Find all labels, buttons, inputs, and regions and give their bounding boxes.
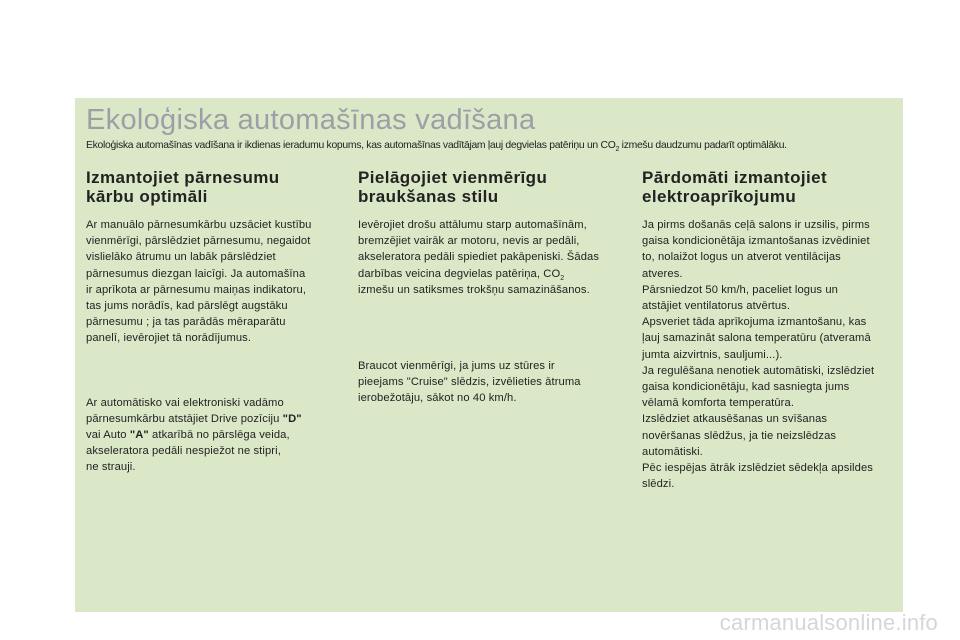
electrical-paragraph: Ja pirms došanās ceļā salons ir uzsilis, pirms gaisa kondicionētāja izmantošanas izvēdiniet to, nolaižot logus un atverot ventilācijas atveres. Pārsniedzot 50 km/h, paceliet logus un atstājiet ventilatorus atvērtus. Apsveriet tāda aprīkojuma izmantošanu, kas ļauj samazināt salona temperatūru (atveramā jumta aizvirtnis, sauljumi...). Ja regulēšana nenotiek automātiski, izslēdziet gaisa kondicionētāju, kad sasniegta jums vēlamā komforta temperatūra. Izslēdziet atkausēšanas un svīšanas novēršanas slēdžus, ja tie neizslēdzas automātiski. Pēc iespējas ātrāk izslēdziet sēdekļa apsildes slēdzi. — [642, 219, 875, 491]
section-driving-style — [358, 168, 616, 407]
section-gearbox — [86, 168, 344, 476]
section-electrical — [642, 168, 900, 492]
cruise-paragraph: Braucot vienmērīgi, ja jums uz stūres ir pieejams "Cruise" slēdzis, izvēlieties ātruma ierobežotāju, sākot no 40 km/h. — [358, 360, 581, 405]
section-heading: Izmantojiet pārnesumu kārbu optimāli — [86, 168, 280, 206]
section-heading: Pielāgojiet vienmērīgu braukšanas stilu — [358, 168, 548, 206]
gearbox-automatic-paragraph: Ar automātisko vai elektroniski vadāmo pārnesumkārbu atstājiet Drive pozīciju "D" vai Auto "A" atkarībā no pārslēga veida, akseleratora pedāli nespiežot ne stipri, ne strauji. — [86, 396, 302, 474]
driving-style-paragraph: Ievērojiet drošu attālumu starp automašīnām, bremzējiet vairāk ar motoru, nevis ar pedāli, akseleratora pedāli spiediet pakāpeniski. Šādas darbības veicina degvielas patēriņa, $CO_2$ izmešu un satiksmes trokšņu samazināšanos. — [358, 219, 600, 296]
gearbox-manual-paragraph: Ar manuālo pārnesumkārbu uzsāciet kustību vienmērīgi, pārslēdziet pārnesumu, negaidot vislielāko ātrumu un labāk pārslēdziet pārnesumus diezgan laicīgi. Ja automašīna ir aprīkota ar pārnesumu maiņas indikatoru, tas jums norādīs, kad pārslēgt augstāku pārnesumu ; ja tas parādās mēraparātu panelī, ievērojiet tā norādījumus. — [86, 219, 312, 345]
page-subtitle: Ekoloģiska automašīnas vadīšana ir ikdienas ieradumu kopums, kas automašīnas vadītājam ļauj degvielas patēriņu un $CO_2$ izmešu daudzumu padarīt optimālāku. — [86, 140, 787, 154]
watermark-text: carmanualsonline.info — [719, 610, 938, 635]
page-title: Ekoloģiska automašīnas vadīšana — [86, 104, 536, 136]
section-heading: Pārdomāti izmantojiet elektroaprīkojumu — [642, 168, 828, 206]
